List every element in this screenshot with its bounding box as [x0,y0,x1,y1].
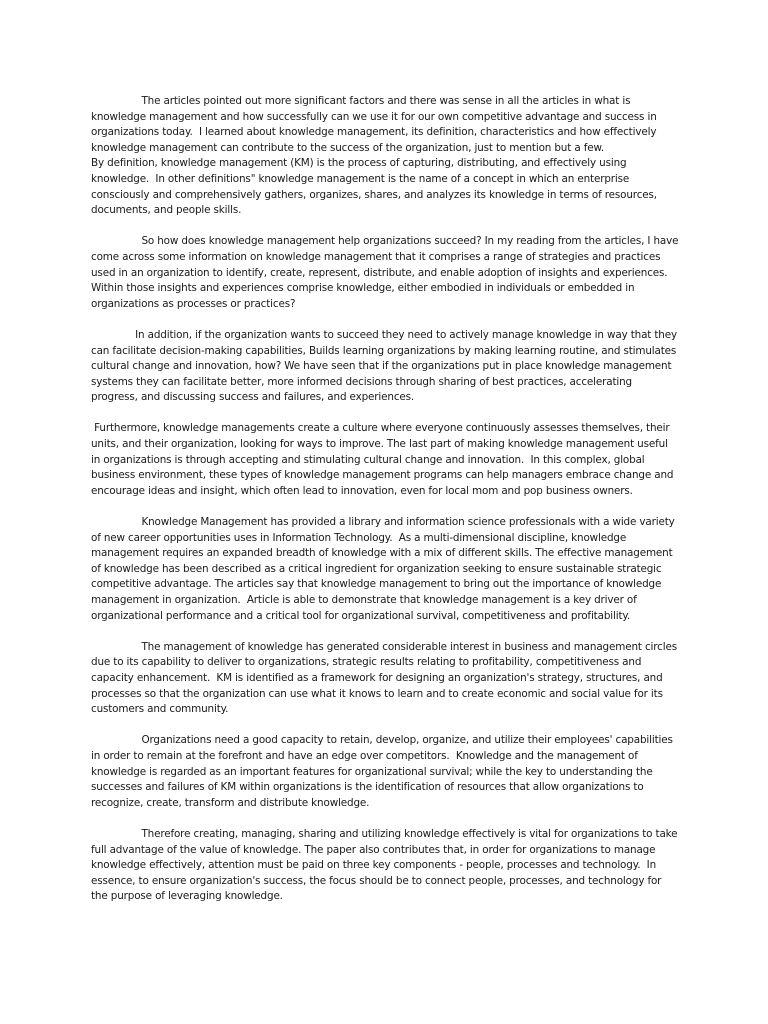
paragraph-gap [91,406,683,422]
text-line: The articles pointed out more significant factors and there was sense in all the articles in what is [91,95,631,107]
text-line: management requires an expanded breadth of knowledge with a mix of different skills. The effective management [91,547,673,560]
text-line: organizational performance and a critical tool for organizational survival, competitiveness and profitability. [91,609,631,622]
paragraph-3 [91,328,683,406]
text-line: units, and their organization, looking for ways to improve. The last part of making knowledge management useful [91,438,668,451]
text-line: knowledge management and how successfully can we use it for our own competitive advantage and success in [91,110,657,123]
text-line: come across some information on knowledge management that it comprises a range of strategies and practices [91,250,661,263]
text-line: full advantage of the value of knowledge. The paper also contributes that, in order for organizations to manage [91,843,656,856]
paragraph-gap [91,718,683,734]
text-line: knowledge. In other definitions" knowledge management is the name of a concept in which an enterprise [91,172,630,185]
paragraph-4 [91,421,683,499]
text-line: organizations today. I learned about knowledge management, its definition, characteristics and how effectively [91,126,657,139]
text-line: consciously and comprehensively gathers, organizes, shares, and analyzes its knowledge in terms of resources, [91,188,657,201]
paragraph-6 [91,640,683,718]
text-line: processes so that the organization can use what it knows to learn and to create economic and social value for its [91,687,663,700]
text-line: encourage ideas and insight, which often lead to innovation, even for local mom and pop business owners. [91,484,633,497]
text-line: capacity enhancement. KM is identified as a framework for designing an organization's strategy, structures, and [91,671,663,684]
text-line: organizations as processes or practices? [91,297,296,310]
paragraph-gap [91,499,683,515]
paragraph-gap [91,312,683,328]
text-line: due to its capability to deliver to organizations, strategic results relating to profitability, competitiveness and [91,656,642,669]
text-line: By definition, knowledge management (KM) is the process of capturing, distributing, and effectively using [91,157,627,170]
text-line: of knowledge has been described as a critical ingredient for organization seeking to ensure sustainable strategic [91,562,662,575]
text-line: successes and failures of KM within organizations is the identification of resources that allow organizations to [91,781,644,794]
paragraph-gap [91,624,683,640]
document-page [91,94,683,905]
text-line: So how does knowledge management help organizations succeed? In my reading from the articles, I have [91,235,679,248]
text-line: business environment, these types of knowledge management programs can help managers embrace change and [91,469,674,482]
paragraph-8 [91,827,683,905]
text-line: competitive advantage. The articles say that knowledge management to bring out the importance of knowledge [91,578,662,591]
text-line: recognize, create, transform and distribute knowledge. [91,796,370,809]
text-line: in organizations is through accepting and stimulating cultural change and innovation. In this complex, global [91,453,645,466]
text-line: management in organization. Article is able to demonstrate that knowledge management is a key driver of [91,594,637,606]
text-line: can facilitate decision-making capabilities, Builds learning organizations by making learning routine, and stimulates [91,344,677,357]
paragraph-gap [91,219,683,235]
text-line: knowledge effectively, attention must be paid on three key components - people, processes and technology. In [91,859,657,872]
text-line: Organizations need a good capacity to retain, develop, organize, and utilize their employees' capabilities [91,734,673,747]
text-line: documents, and people skills. [91,204,242,217]
text-line: Within those insights and experiences comprise knowledge, either embodied in individuals or embedded in [91,282,635,295]
text-line: knowledge is regarded as an important features for organizational survival; while the key to understanding the [91,765,653,778]
text-line: customers and community. [91,703,229,716]
text-line: essence, to ensure organization's success, the focus should be to connect people, processes, and technology for [91,874,662,887]
text-line: of new career opportunities uses in Information Technology. As a multi-dimensional discipline, knowledge [91,531,627,544]
text-line: In addition, if the organization wants to succeed they need to actively manage knowledge in way that they [91,328,677,341]
paragraph-7 [91,733,683,811]
text-line: the purpose of leveraging knowledge. [91,890,283,903]
text-line: Furthermore, knowledge managements create a culture where everyone continuously assesses themselves, their [91,422,670,435]
text-line: in order to remain at the forefront and have an edge over competitors. Knowledge and the management of [91,749,638,762]
text-line: knowledge management can contribute to the success of the organization, just to mention but a few. [91,141,604,154]
text-line: progress, and discussing success and failures, and experiences. [91,391,415,404]
paragraph-gap [91,811,683,827]
text-line: used in an organization to identify, create, represent, distribute, and enable adoption of insights and experiences. [91,266,668,279]
text-line: cultural change and innovation, how? We have seen that if the organizations put in place knowledge management [91,360,672,373]
paragraph-5 [91,515,683,624]
text-line: systems they can facilitate better, more informed decisions through sharing of best practices, accelerating [91,375,632,388]
text-line: Knowledge Management has provided a library and information science professionals with a wide variety [91,516,675,529]
paragraph-2 [91,234,683,312]
text-line: The management of knowledge has generated considerable interest in business and management circles [91,640,677,653]
paragraph-1 [91,94,683,219]
text-line: Therefore creating, managing, sharing and utilizing knowledge effectively is vital for organizations to take [91,827,678,840]
